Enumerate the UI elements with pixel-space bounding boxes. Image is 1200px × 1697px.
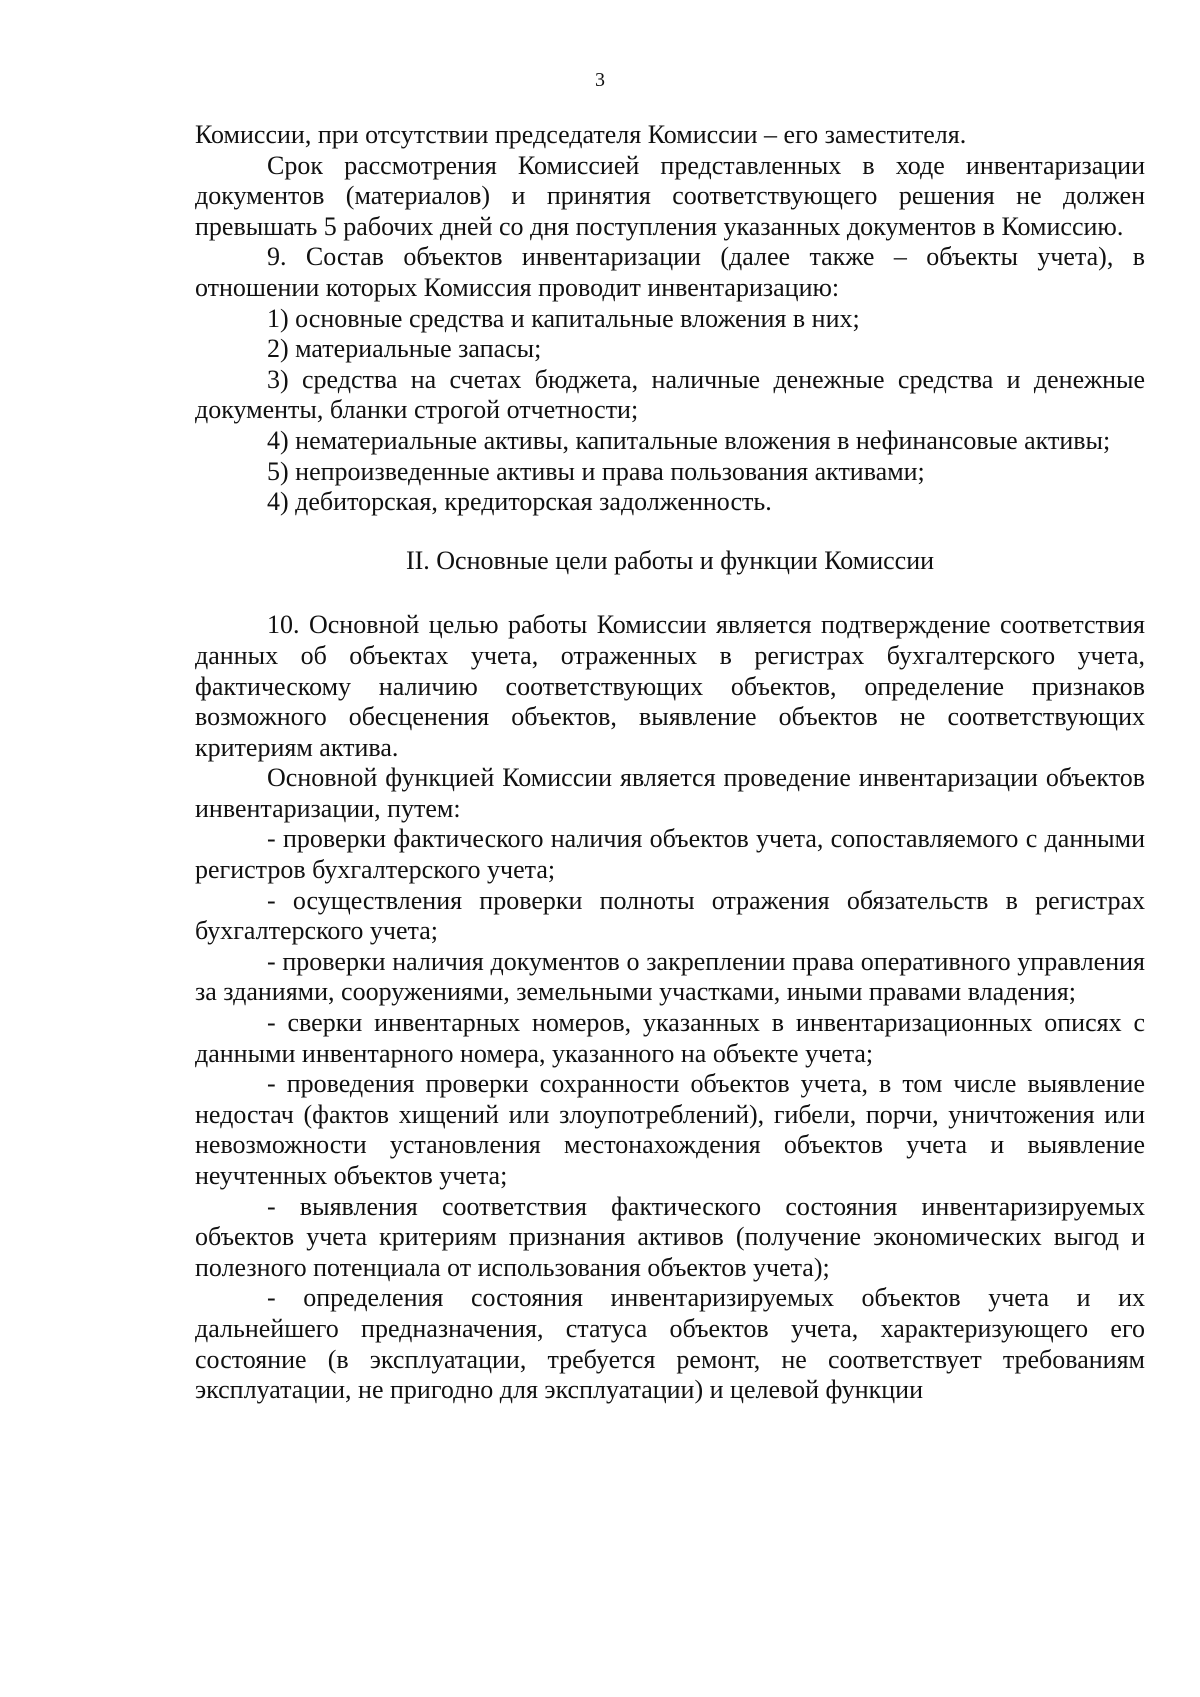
paragraph: 10. Основной целью работы Комиссии является подтверждение соответствия данных об объектах учета, отраженных в регистрах бухгалтерского учета, фактическому наличию соответствующих объектов, определение признаков возможного обесценения объектов, выявление объектов не соответствующих критериям актива. [195,610,1145,762]
list-item: - проверки наличия документов о закреплении права оперативного управления за зданиями, сооружениями, земельными участками, иными правами владения; [195,946,1145,1007]
list-item: 2) материальные запасы; [267,334,542,364]
list-item: - выявления соответствия фактического состояния инвентаризируемых объектов учета критериям признания активов (получение экономических выгод и полезного потенциала от использования объектов учета); [195,1191,1145,1282]
document-body [195,120,1145,1406]
paragraph: Комиссии, при отсутствии председателя Комиссии – его заместителя. [195,120,967,149]
page-number: 3 [595,69,605,91]
list-item: - осуществления проверки полноты отражения обязательств в регистрах бухгалтерского учета; [195,885,1145,946]
paragraph: 9. Состав объектов инвентаризации (далее также – объекты учета), в отношении которых Комиссия проводит инвентаризацию: [195,242,1145,302]
list-item: 1) основные средства и капитальные вложения в них; [267,303,860,333]
list-item: 3) средства на счетах бюджета, наличные денежные средства и денежные документы, бланки строгой отчетности; [195,364,1145,425]
section-heading: II. Основные цели работы и функции Комиссии [405,545,935,575]
list-item: - проверки фактического наличия объектов учета, сопоставляемого с данными регистров бухгалтерского учета; [195,824,1145,885]
paragraph: Основной функцией Комиссии является проведение инвентаризации объектов инвентаризации, путем: [195,763,1145,823]
list-item: 5) непроизведенные активы и права пользования активами; [267,456,925,486]
list-item: 4) дебиторская, кредиторская задолженность. [267,487,772,517]
list-item: 4) нематериальные активы, капитальные вложения в нефинансовые активы; [267,425,1111,455]
list-item: - определения состояния инвентаризируемых объектов учета и их дальнейшего предназначения, статуса объектов учета, характеризующего его состояние (в эксплуатации, требуется ремонт, не соответствует требованиям эксплуатации, не пригодно для эксплуатации) и целевой функции [195,1283,1145,1405]
list-item: - сверки инвентарных номеров, указанных в инвентаризационных описях с данными инвентарного номера, указанного на объекте учета; [195,1008,1145,1068]
list-item: - проведения проверки сохранности объектов учета, в том числе выявление недостач (фактов хищений или злоупотреблений), гибели, порчи, уничтожения или невозможности установления местонахождения объектов учета и выявление неучтенных объектов учета; [195,1069,1145,1190]
paragraph: Срок рассмотрения Комиссией представленных в ходе инвентаризации документов (материалов) и принятия соответствующего решения не должен превышать 5 рабочих дней со дня поступления указанных документов в Комиссию. [195,150,1145,241]
